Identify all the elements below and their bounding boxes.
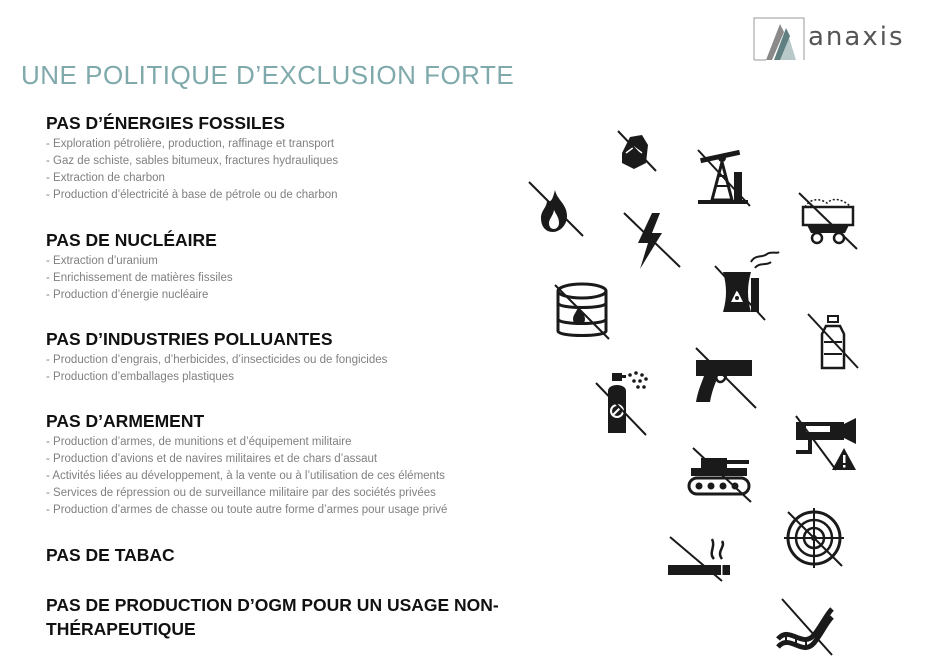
list-item: - Production d’électricité à base de pétrole ou de charbon	[46, 189, 338, 201]
section-heading-line2: THÉRAPEUTIQUE	[46, 619, 196, 639]
target-icon	[782, 508, 848, 570]
section-polluting	[46, 328, 387, 386]
list-item: - Production d’avions et de navires militaires et de chars d’assaut	[46, 453, 378, 465]
pistol-icon	[688, 346, 760, 412]
list-item: - Extraction d’uranium	[46, 255, 158, 267]
lightning-icon	[622, 209, 682, 273]
section-gmo	[46, 594, 499, 642]
section-heading: PAS D’ÉNERGIES FOSSILES	[46, 113, 285, 133]
plastic-bottle-icon	[806, 312, 862, 374]
section-fossil	[46, 112, 338, 204]
list-item: - Services de répression ou de surveillance militaire par des sociétés privées	[46, 487, 436, 499]
section-heading: PAS D’ARMEMENT	[46, 411, 205, 431]
fire-icon	[527, 180, 587, 238]
list-item: - Production d’emballages plastiques	[46, 371, 234, 383]
section-tobacco	[46, 544, 175, 568]
list-item: - Extraction de charbon	[46, 172, 165, 184]
coal-cart-icon	[797, 191, 859, 251]
dna-icon	[772, 597, 836, 659]
list-item: - Enrichissement de matières fissiles	[46, 272, 233, 284]
oil-derrick-icon	[694, 146, 754, 208]
section-heading-line1: PAS DE PRODUCTION D’OGM POUR UN USAGE NON-	[46, 595, 499, 615]
coal-icon	[612, 127, 660, 175]
list-item: - Exploration pétrolière, production, raffinage et transport	[46, 138, 335, 150]
section-armament	[46, 410, 447, 519]
list-item: - Production d’armes, de munitions et d’équipement militaire	[46, 436, 352, 448]
page-title: UNE POLITIQUE D’EXCLUSION FORTE	[21, 60, 515, 90]
section-heading: PAS DE NUCLÉAIRE	[46, 230, 217, 250]
tank-icon	[683, 446, 755, 506]
anaxis-logo-icon	[752, 14, 808, 66]
cigarette-icon	[664, 535, 736, 585]
oil-barrel-icon	[549, 279, 615, 345]
section-heading: PAS D’INDUSTRIES POLLUANTES	[46, 329, 333, 349]
nuclear-plant-icon	[711, 248, 781, 324]
surveillance-camera-icon	[792, 414, 860, 474]
list-item: - Production d’énergie nucléaire	[46, 289, 209, 301]
spray-can-icon	[592, 369, 654, 439]
section-heading: PAS DE TABAC	[46, 545, 175, 565]
section-nuclear	[46, 229, 233, 304]
list-item: - Production d’engrais, d’herbicides, d’insecticides ou de fongicides	[46, 354, 388, 366]
list-item: - Production d’armes de chasse ou toute autre forme d’armes pour usage privé	[46, 504, 448, 516]
list-item: - Activités liées au développement, à la vente ou à l’utilisation de ces éléments	[46, 470, 445, 482]
brand-name: anaxis	[808, 22, 905, 52]
list-item: - Gaz de schiste, sables bitumeux, fractures hydrauliques	[46, 155, 339, 167]
